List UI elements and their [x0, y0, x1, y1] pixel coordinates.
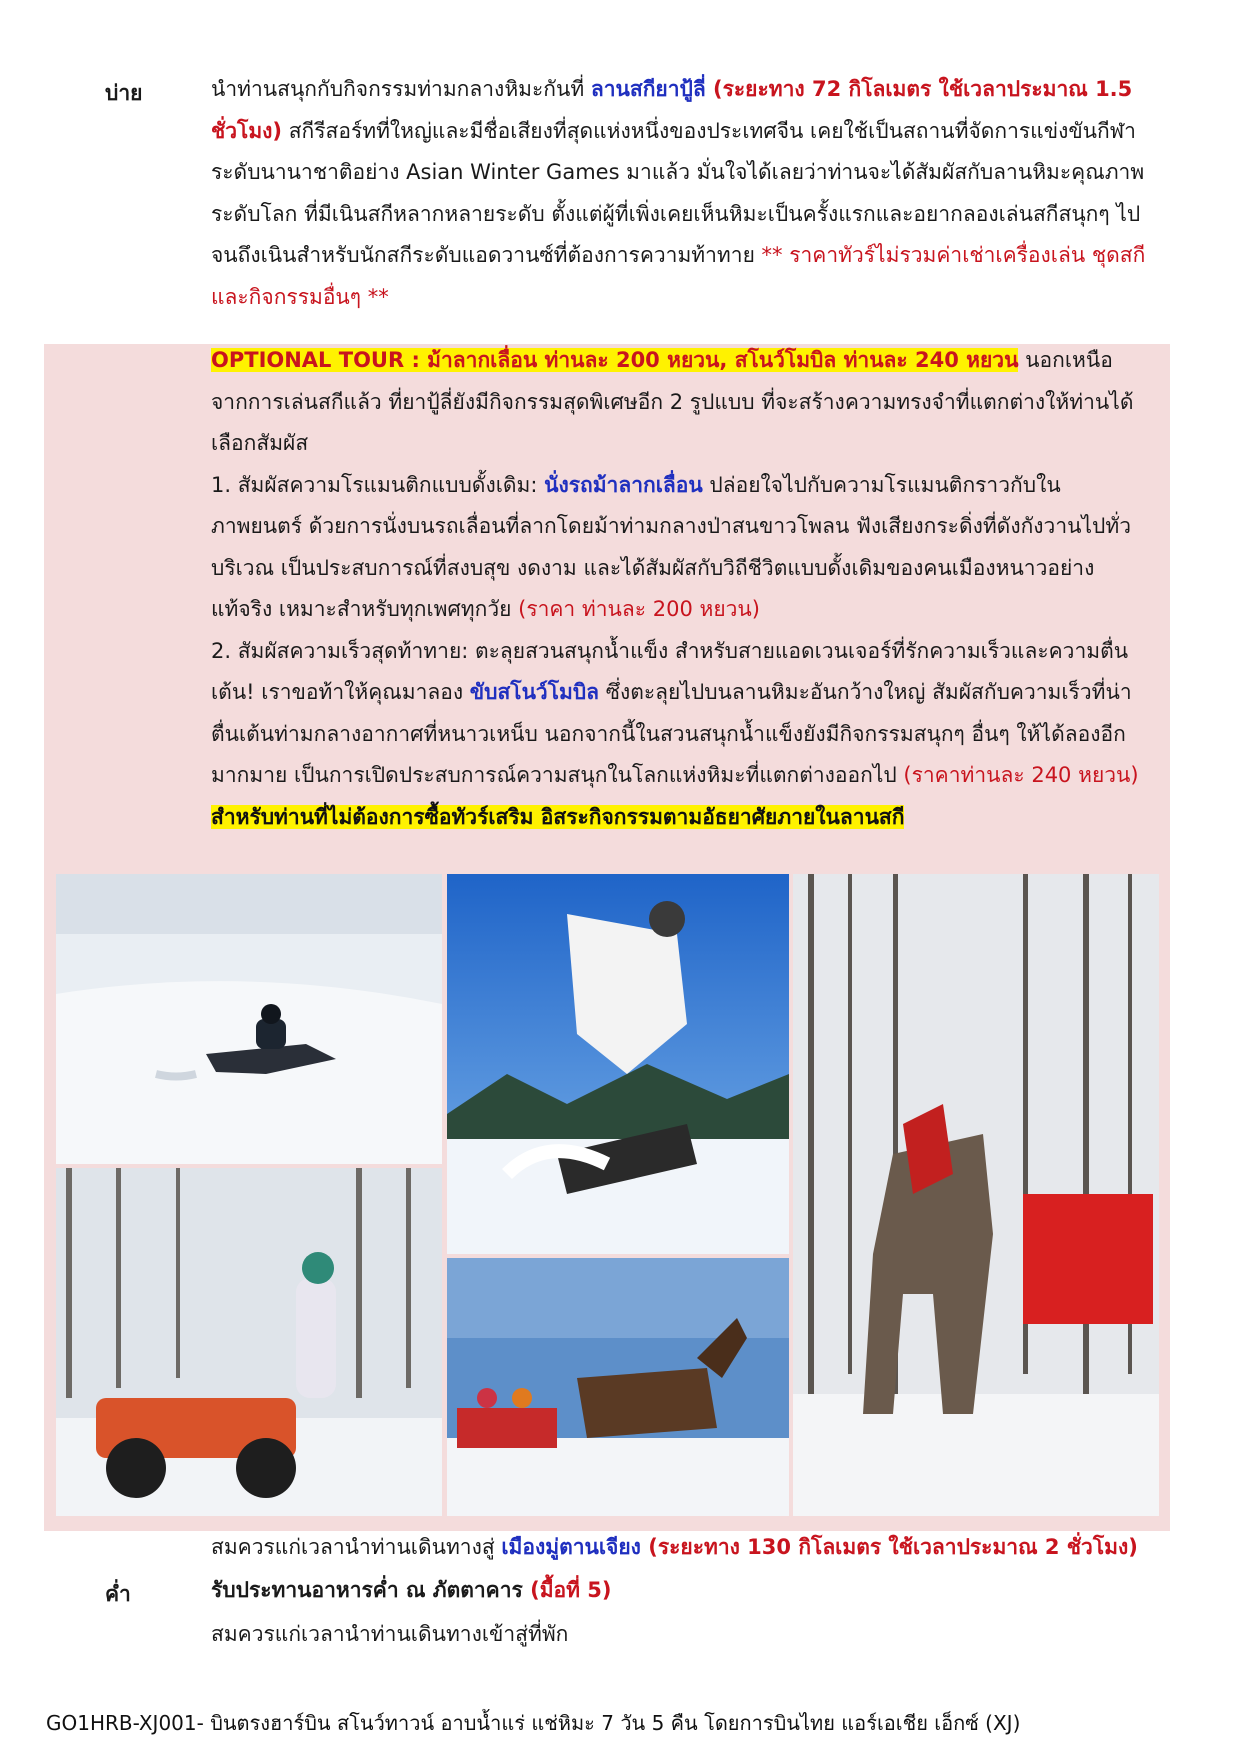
evening-label: ค่ำ — [105, 1582, 131, 1606]
travel-line — [211, 1527, 1146, 1569]
dinner-line — [211, 1570, 1146, 1612]
optional-tour-title: OPTIONAL TOUR : ม้าลากเลื่อน ท่านละ 200 หยวน, สโนว์โมบิล ท่านละ 240 หยวน — [211, 348, 1019, 372]
city-name: เมืองมู่ตานเจียง — [501, 1535, 641, 1559]
page-footer: GO1HRB-XJ001- บินตรงฮาร์บิน สโนว์ทาวน์ อาบน้ำแร่ แช่หิมะ 7 วัน 5 คืน โดยการบินไทย แอร์เอเชีย เอ็กซ์ (XJ) — [46, 1711, 1021, 1735]
price-exclusion-note: ** ราคาทัวร์ไม่รวมค่าเช่าเครื่องเล่น ชุดสกี และกิจกรรมอื่นๆ ** — [211, 243, 1146, 309]
option-2-text-a: 2. สัมผัสความเร็วสุดท้าทาย: ตะลุยสวนสนุกน้ำแข็ง สำหรับสายแอดเวนเจอร์ที่รักความเร็วและความตื่นเต้น! เราขอท้าให้คุณมาลอง — [211, 638, 1129, 704]
hotel-line: สมควรแก่เวลานำท่านเดินทางเข้าสู่ที่พัก — [211, 1622, 569, 1646]
option-2-text-b: ซึ่งตะลุยไปบนลานหิมะอันกว้างใหญ่ สัมผัสกับความเร็วที่น่าตื่นเต้นท่ามกลางอากาศที่หนาวเหน็บ นอกจากนี้ในสวนสนุกน้ำแข็งยังมีกิจกรรมสนุกๆ อื่นๆ ให้ได้ลองอีกมากมาย เป็นการเปิดประสบการณ์ความสนุกในโลกแห่งหิมะที่แตกต่างออกไป — [211, 680, 1132, 787]
option-1-text-a: 1. สัมผัสความโรแมนติกแบบดั้งเดิม: — [211, 472, 545, 497]
ski-place-name: ลานสกียาปู้ลี่ — [590, 77, 706, 101]
atv-photo — [56, 1168, 442, 1516]
free-time-note: สำหรับท่านที่ไม่ต้องการซื้อทัวร์เสริม อิสระกิจกรรมตามอัธยาศัยภายในลานสกี — [211, 804, 905, 829]
ski-distance: (ระยะทาง 72 กิโลเมตร ใช้เวลาประมาณ 1.5 ชั่วโมง) — [211, 77, 1133, 143]
afternoon-paragraph — [211, 69, 1146, 318]
option-1-price: (ราคา ท่านละ 200 หยวน) — [518, 597, 760, 621]
horse-photo — [793, 874, 1159, 1516]
travel-distance: (ระยะทาง 130 กิโลเมตร ใช้เวลาประมาณ 2 ชั่วโมง) — [640, 1535, 1138, 1559]
snowmobile-photo — [56, 874, 442, 1164]
snowboard-photo — [447, 874, 789, 1254]
meal-number: (มื้อที่ 5) — [530, 1578, 612, 1602]
option-2-price: (ราคาท่านละ 240 หยวน) — [903, 763, 1139, 787]
optional-tour-text — [211, 340, 1146, 838]
sleigh-photo — [447, 1258, 789, 1516]
option-1-text-b: ปล่อยใจไปกับความโรแมนติกราวกับในภาพยนตร์ ด้วยการนั่งบนรถเลื่อนที่ลากโดยม้าท่ามกลางป่าสนขาวโพลน ฟังเสียงกระดิ่งที่ดังกังวานไปทั่วบริเวณ เป็นประสบการณ์ที่สงบสุข งดงาม และได้สัมผัสกับวิถีชีวิตแบบดั้งเดิมของคนเมืองหนาวอย่างแท้จริง เหมาะสำหรับทุกเพศทุกวัย — [211, 472, 1132, 621]
afternoon-label: บ่าย — [105, 81, 143, 105]
optional-intro: นอกเหนือจากการเล่นสกีแล้ว ที่ยาปู้ลี่ยังมีกิจกรรมสุดพิเศษอีก 2 รูปแบบ ที่จะสร้างความทรงจำที่แตกต่างให้ท่านได้เลือกสัมผัส — [211, 348, 1134, 455]
travel-text-a: สมควรแก่เวลานำท่านเดินทางสู่ — [211, 1535, 502, 1559]
dinner-text: รับประทานอาหารค่ำ ณ ภัตตาคาร — [211, 1578, 531, 1602]
horse-sleigh-highlight: นั่งรถม้าลากเลื่อน — [544, 472, 703, 497]
snowmobile-highlight: ขับสโนว์โมบิล — [469, 680, 600, 704]
afternoon-text-b: สกีรีสอร์ทที่ใหญ่และมีชื่อเสียงที่สุดแห่งหนึ่งของประเทศจีน เคยใช้เป็นสถานที่จัดการแข่งขันกีฬาระดับนานาชาติอย่าง Asian Winter Games มาแล้ว มั่นใจได้เลยว่าท่านจะได้สัมผัสกับลานหิมะคุณภาพระดับโลก ที่มีเนินสกีหลากหลายระดับ ตั้งแต่ผู้ที่เพิ่งเคยเห็นหิมะเป็นครั้งแรกและอยากลองเล่นสกีสนุกๆ ไปจนถึงเนินสำหรับนักสกีระดับแอดวานซ์ที่ต้องการความท้าทาย — [211, 118, 1145, 267]
afternoon-text-a: นำท่านสนุกกับกิจกรรมท่ามกลางหิมะกันที่ — [211, 77, 591, 101]
